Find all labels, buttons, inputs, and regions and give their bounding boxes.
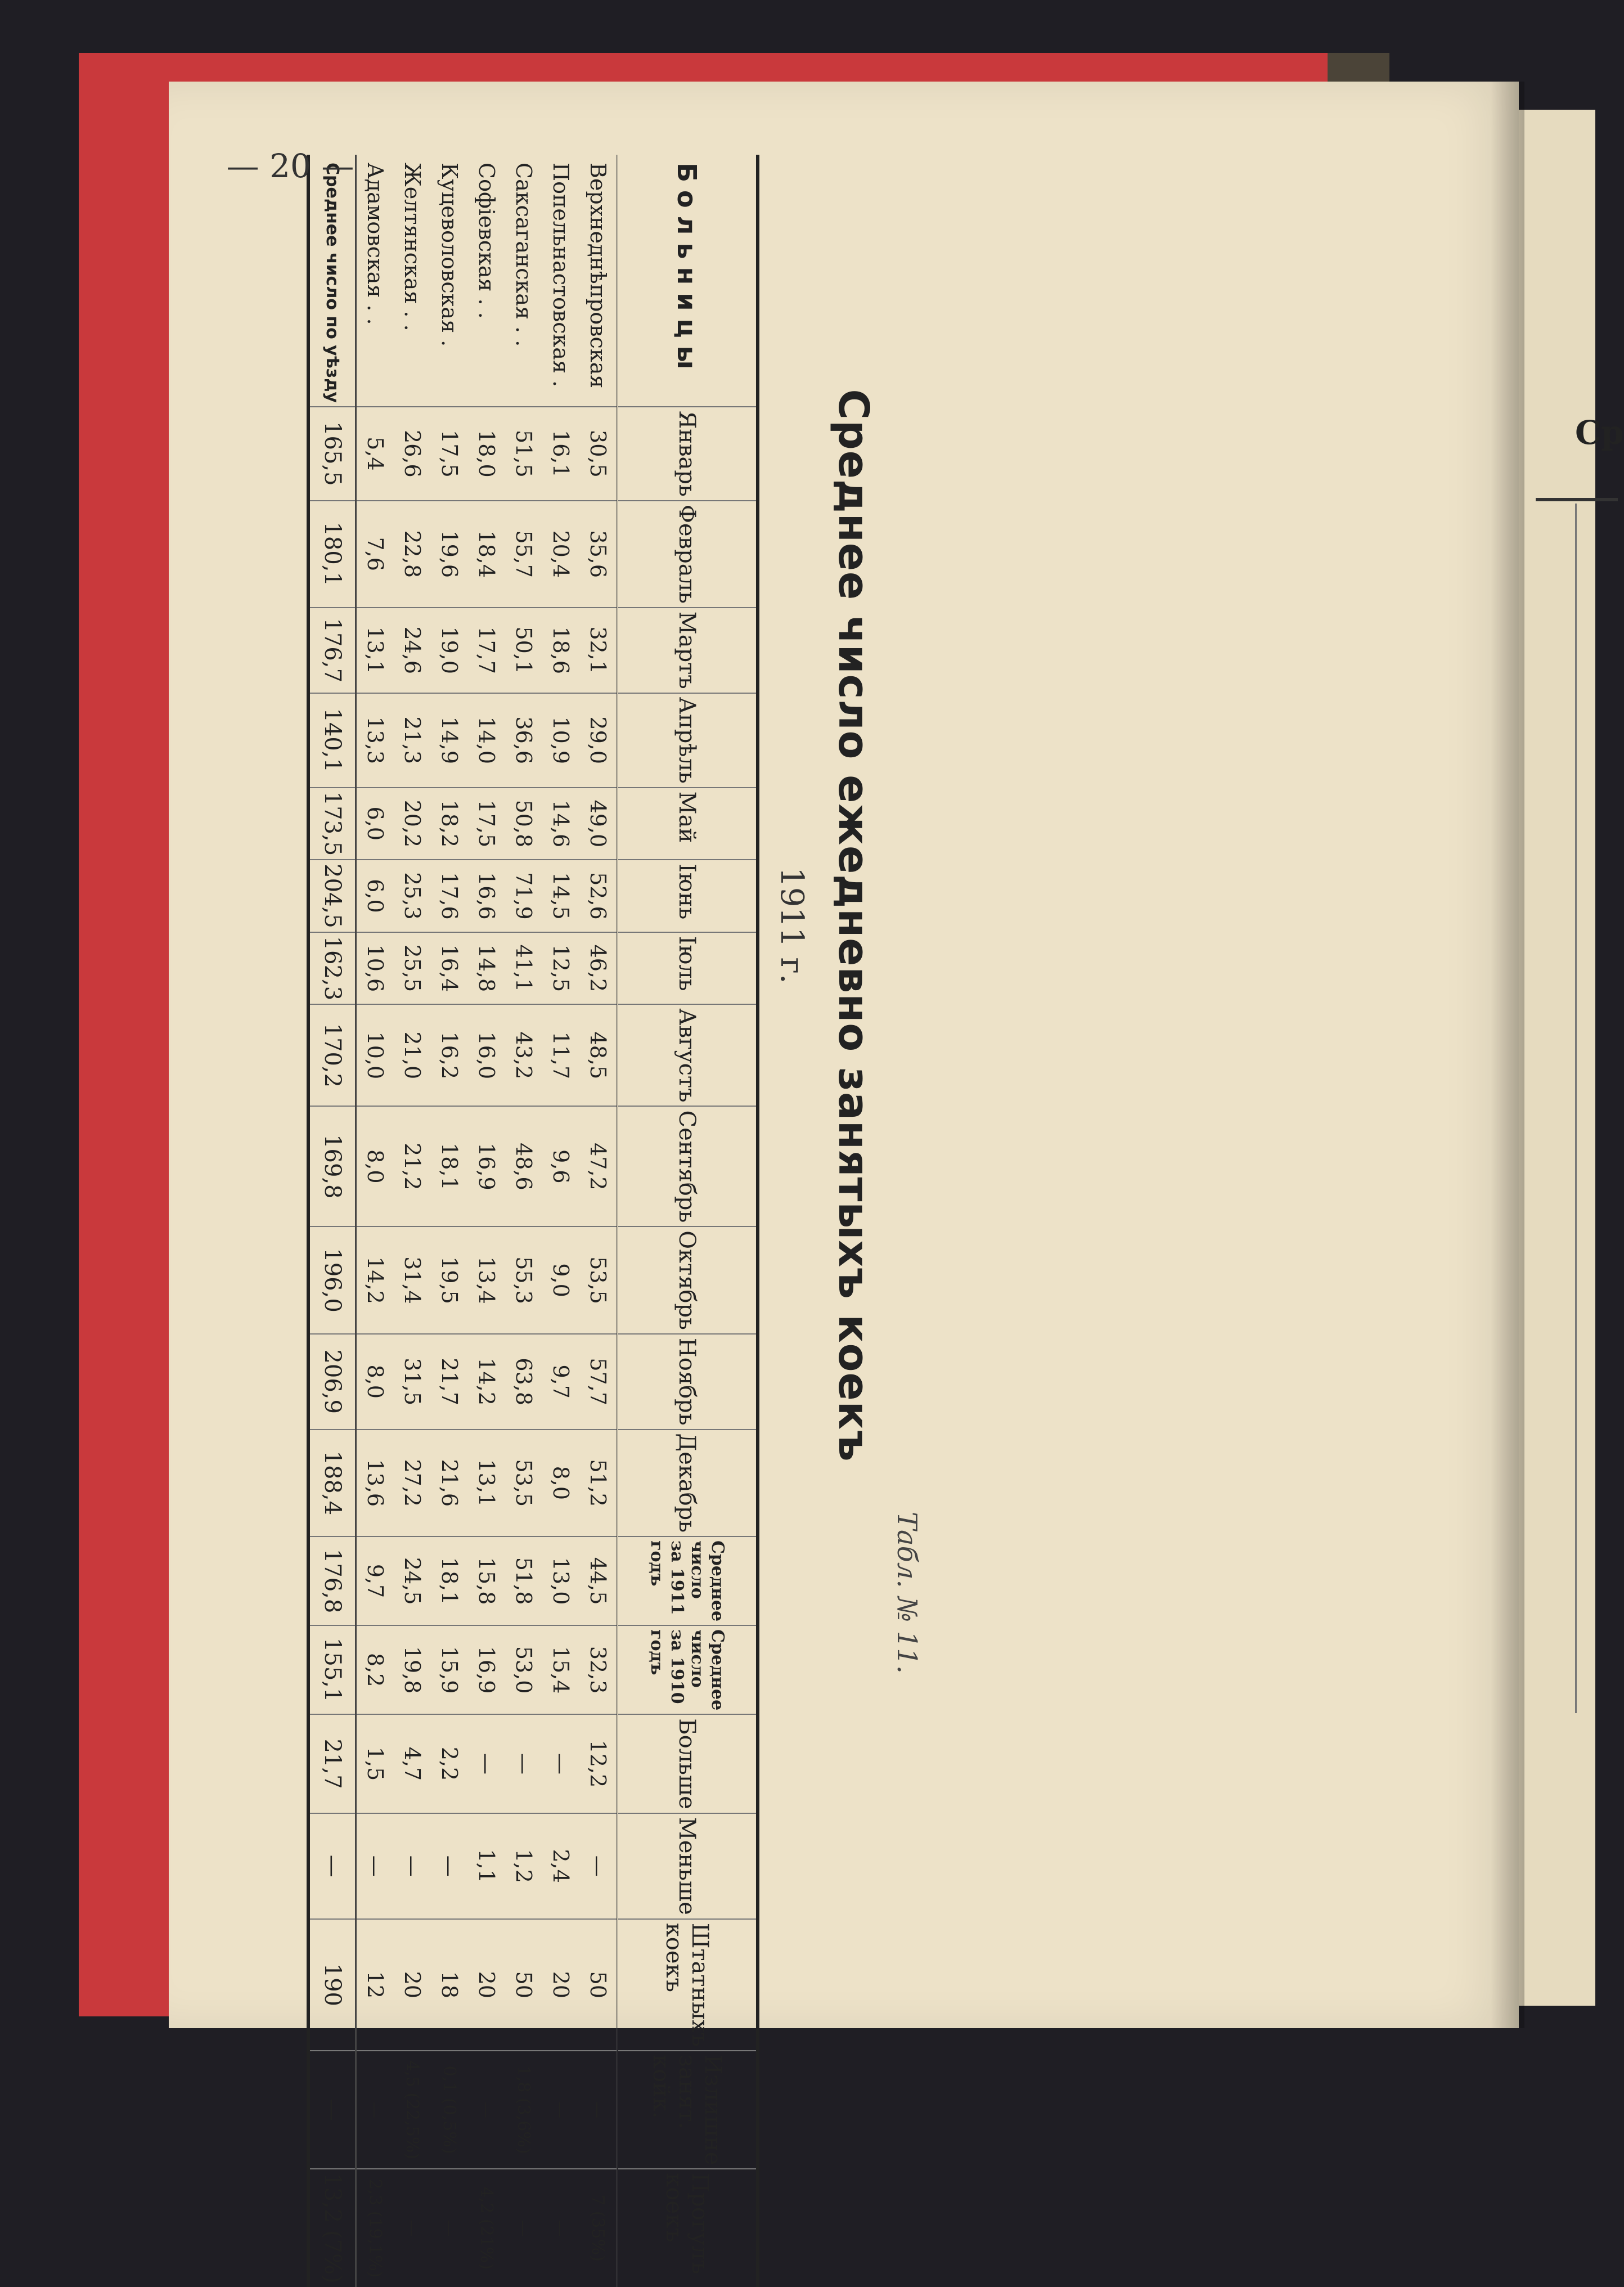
value-cell: 36,6 [505,693,542,788]
value-cell: — [356,1813,394,1919]
value-cell: 25,3 [394,860,431,932]
value-cell: 16,6 [468,860,505,932]
value-cell: 17,6 [431,860,468,932]
value-cell: 20,2 [394,788,431,860]
value-cell: 176,7 [308,608,356,693]
value-cell: 20 [468,1919,505,2051]
value-cell: 13,1 [356,608,394,693]
value-cell: 21,2 [394,1106,431,1226]
value-cell: 52,6 [579,860,618,932]
col-header-dec: Декабрь [618,1430,758,1537]
value-cell: 50 [505,1919,542,2051]
value-cell: 53,5 [579,1226,618,1334]
value-cell: 140,1 [308,693,356,788]
value-cell: 19,0 [431,608,468,693]
value-cell: 18,2 [431,788,468,860]
value-cell: 53,5 [505,1430,542,1537]
value-cell: 48,6 [505,1106,542,1226]
value-cell: 12,5 [542,932,579,1005]
value-cell: — [579,2051,618,2169]
value-cell: 16,2 [431,1004,468,1106]
value-cell: 16,1 [542,407,579,501]
value-cell: 17,5 [431,407,468,501]
value-cell: 13,6 [356,1430,394,1537]
value-cell: 16,9 [468,1106,505,1226]
value-cell: 8,2 [356,1625,394,1714]
value-cell: 2,3 (19,1%) [356,2169,394,2286]
value-cell: 206,9 [308,1334,356,1430]
value-cell: 20 [542,1919,579,2051]
value-cell: 169,8 [308,1106,356,1226]
value-cell: 173,5 [308,788,356,860]
value-cell: — [308,2051,356,2169]
col-header-avg1910: Среднее число за 1910 годъ [618,1625,758,1714]
value-cell: 55,7 [505,501,542,608]
value-cell: — [394,2169,431,2286]
adjacent-page-rule [1536,498,1618,501]
adjacent-page-line [1575,504,1577,1713]
value-cell: 24,6 [394,608,431,693]
value-cell: 30,5 [579,407,618,501]
value-cell: 48,5 [579,1004,618,1106]
col-header-nov: Ноябрь [618,1334,758,1430]
value-cell: 21,7 [308,1714,356,1813]
table-label: Табл. № 11. [891,1511,923,1674]
value-cell: 21,6 [431,1430,468,1537]
hospital-name-cell: Куцеволовская . [437,163,462,347]
value-cell: 51,5 [505,407,542,501]
table-row [394,155,431,2287]
value-cell: 1,1 [468,1813,505,1919]
value-cell: — [505,2169,542,2286]
value-cell: 9,0 [542,1226,579,1334]
table-year: 1911 г. [773,867,810,984]
value-cell: 9,7 [356,1536,394,1625]
value-cell: 13,3 [356,693,394,788]
value-cell: 35,6 [579,501,618,608]
hospital-name-cell: Желтянская . . [400,163,425,331]
col-header-more: Больше [618,1714,758,1813]
value-cell: — [542,1714,579,1813]
value-cell: 51,2 [579,1430,618,1537]
value-cell: 32,3 [579,1625,618,1714]
value-cell: 4,5 (22,5%) [394,2051,431,2169]
value-cell: 13,2 (7%) [308,2169,356,2286]
value-cell: 1,8 (3,6%) [505,2051,542,2169]
col-header-aug: Августъ [618,1004,758,1106]
value-cell: 31,5 [394,1334,431,1430]
value-cell: 6,0 [356,860,394,932]
value-cell: 196,0 [308,1226,356,1334]
value-cell: — [468,1714,505,1813]
value-cell: 1,5 [356,1714,394,1813]
table-row-average [308,155,356,2287]
value-cell: 20 [394,1919,431,2051]
value-cell: 63,8 [505,1334,542,1430]
value-cell: 24,5 [394,1536,431,1625]
value-cell: 50,1 [505,608,542,693]
value-cell: 16,4 [431,932,468,1005]
table-row [579,155,618,2287]
adjacent-page [1513,110,1624,2006]
value-cell: 21,7 [431,1334,468,1430]
value-cell: — [356,2051,394,2169]
value-cell: 4,2 (21%) [468,2169,505,2286]
value-cell: 14,2 [356,1226,394,1334]
table-row [431,155,468,2287]
value-cell: 18,4 [468,501,505,608]
value-cell: 49,0 [579,788,618,860]
col-header-oct: Октябрь [618,1226,758,1334]
value-cell: 19,8 [394,1625,431,1714]
value-cell: 27,2 [394,1430,431,1537]
value-cell: — [431,2169,468,2286]
page-gutter [1491,82,1524,2028]
col-header-less: Меньше [618,1813,758,1919]
table-row [542,155,579,2287]
value-cell: 20,4 [542,501,579,608]
value-cell: 43,2 [505,1004,542,1106]
value-cell: 17,7 [468,608,505,693]
hospital-name-cell: Среднее число по уѣзду [322,163,343,403]
col-header-may: Май [618,788,758,860]
col-header-sep: Сентябрь [618,1106,758,1226]
value-cell: 2,2 [431,1714,468,1813]
value-cell: 1,2 [505,1813,542,1919]
col-header-hospitals: Больницы [672,163,703,378]
value-cell: 15,8 [468,1536,505,1625]
page-title: Среднее число ежедневно занятыхъ коекъ [829,389,878,1462]
value-cell: 204,5 [308,860,356,932]
value-cell: 50 [579,1919,618,2051]
value-cell: 46,2 [579,932,618,1005]
value-cell: 25,5 [394,932,431,1005]
hospital-name-cell: Софіевская . . [474,163,499,319]
value-cell: 162,3 [308,932,356,1005]
col-header-jul: Іюль [618,932,758,1005]
value-cell: 18,1 [431,1536,468,1625]
value-cell: 50,8 [505,788,542,860]
value-cell: 180,1 [308,501,356,608]
value-cell: 14,6 [542,788,579,860]
value-cell: 14,9 [431,693,468,788]
value-cell: 14,2 [468,1334,505,1430]
value-cell: 7,6 [356,501,394,608]
value-cell: 188,4 [308,1430,356,1537]
value-cell: 29,0 [579,693,618,788]
value-cell: — [394,1813,431,1919]
col-header-apr: Апрѣль [618,693,758,788]
value-cell: 32,1 [579,608,618,693]
value-cell: — [308,1813,356,1919]
value-cell: 7 (35%) [579,2169,618,2286]
hospital-name-cell: Верхнеднѣпровская [586,163,610,389]
value-cell: — [468,2051,505,2169]
col-header-mar: Мартъ [618,608,758,693]
value-cell: 22,8 [394,501,431,608]
value-cell: 55,3 [505,1226,542,1334]
value-cell: 47,2 [579,1106,618,1226]
value-cell: 19,5 [431,1226,468,1334]
page-number: — 20 — [226,147,354,185]
col-header-jan: Январь [618,407,758,501]
value-cell: 9,6 [542,1106,579,1226]
value-cell: — [505,1714,542,1813]
col-header-staff: Штатныхъ коекъ [618,1919,758,2051]
value-cell: 19,6 [431,501,468,608]
value-cell: 8,0 [542,1430,579,1537]
value-cell: 5,4 [356,407,394,501]
hospital-name-cell: Попельнастовская . [548,163,573,388]
col-header-avg1911: Среднее число за 1911 годъ [618,1536,758,1625]
value-cell: 21,0 [394,1004,431,1106]
value-cell: 14,5 [542,860,579,932]
value-cell: 51,8 [505,1536,542,1625]
value-cell: 9,7 [542,1334,579,1430]
value-cell: 53,0 [505,1625,542,1714]
value-cell: — [431,1813,468,1919]
value-cell: 176,8 [308,1536,356,1625]
hospital-name-cell: Адамовская . . [363,163,388,325]
table-row [356,155,394,2287]
value-cell: 155,1 [308,1625,356,1714]
value-cell: 8,0 [356,1106,394,1226]
value-cell: 18,1 [431,1106,468,1226]
hospital-name-cell: Саксаганская . . [511,163,536,347]
value-cell: 21,3 [394,693,431,788]
rotated-table-block [203,147,928,2284]
col-header-feb: Февраль [618,501,758,608]
value-cell: 165,5 [308,407,356,501]
value-cell: 71,9 [505,860,542,932]
value-cell: 8,0 [356,1334,394,1430]
value-cell: 15,9 [431,1625,468,1714]
value-cell: 13,0 [542,1536,579,1625]
value-cell: 18,0 [468,407,505,501]
value-cell: 14,8 [468,932,505,1005]
value-cell: 18,6 [542,608,579,693]
table-row [505,155,542,2287]
value-cell: 6,0 [356,788,394,860]
value-cell: 190 [308,1919,356,2051]
col-header-excess: Излишне занят. койк. [618,2051,758,2169]
value-cell: 10,6 [356,932,394,1005]
value-cell: 16,0 [468,1004,505,1106]
value-cell: 170,2 [308,1004,356,1106]
value-cell: 12 [356,1919,394,2051]
value-cell: 14,0 [468,693,505,788]
value-cell: — [542,2051,579,2169]
value-cell: 16,9 [468,1625,505,1714]
value-cell: 31,4 [394,1226,431,1334]
value-cell: 4,7 [394,1714,431,1813]
value-cell: 2,4 [542,1813,579,1919]
col-header-jun: Іюнь [618,860,758,932]
value-cell: 10,9 [542,693,579,788]
value-cell: — [542,2169,579,2286]
value-cell: 0,1 (0,5%) [431,2051,468,2169]
value-cell: — [579,1813,618,1919]
value-cell: 17,5 [468,788,505,860]
value-cell: 11,7 [542,1004,579,1106]
value-cell: 18 [431,1919,468,2051]
adjacent-page-text: Ср [1575,414,1624,452]
value-cell: 57,7 [579,1334,618,1430]
value-cell: 10,0 [356,1004,394,1106]
value-cell: 44,5 [579,1536,618,1625]
table-header-row [618,155,758,2287]
table-row [468,155,505,2287]
value-cell: 13,4 [468,1226,505,1334]
occupancy-table [307,155,759,2287]
value-cell: 13,1 [468,1430,505,1537]
value-cell: 26,6 [394,407,431,501]
value-cell: 15,4 [542,1625,579,1714]
value-cell: 12,2 [579,1714,618,1813]
col-header-idle: Прогулъ коекъ [618,2169,758,2286]
value-cell: 41,1 [505,932,542,1005]
